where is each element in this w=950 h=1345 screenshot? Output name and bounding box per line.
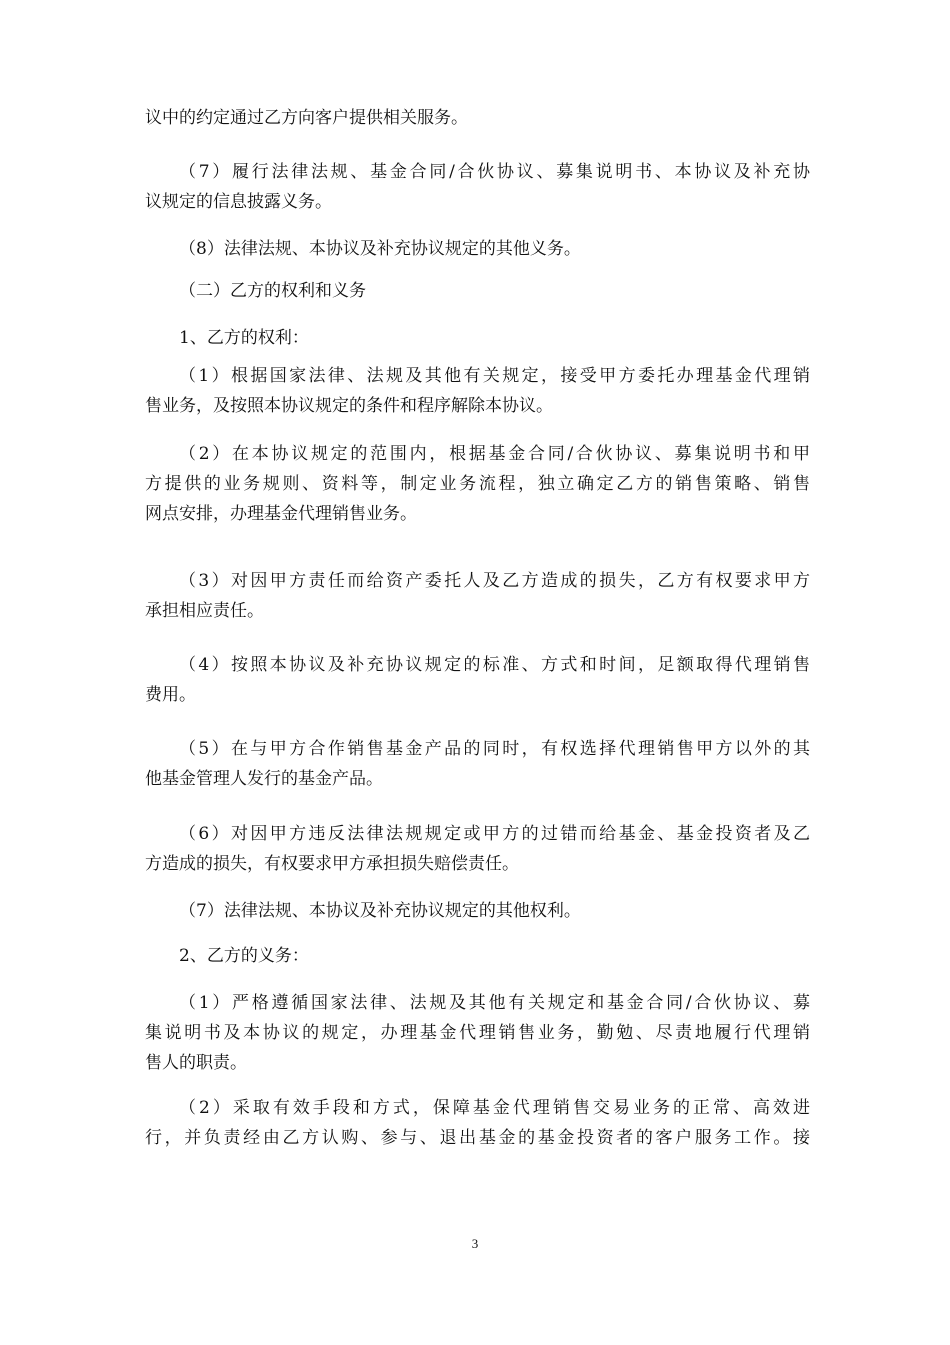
text-line: 网点安排，办理基金代理销售业务。 [145,504,417,524]
text-line: 1、乙方的权利： [179,328,309,348]
text-line: 方提供的业务规则、资料等，制定业务流程，独立确定乙方的销售策略、销售 [145,474,810,494]
text-line: 2、乙方的义务： [179,946,309,966]
text-line: 承担相应责任。 [145,601,264,621]
text-line: （5）在与甲方合作销售基金产品的同时，有权选择代理销售甲方以外的其 [179,739,810,759]
text-line: （2）在本协议规定的范围内，根据基金合同/合伙协议、募集说明书和甲 [179,444,810,464]
text-line: （7）履行法律法规、基金合同/合伙协议、募集说明书、本协议及补充协 [179,162,810,182]
text-line: （3）对因甲方责任而给资产委托人及乙方造成的损失，乙方有权要求甲方 [179,571,810,591]
text-line: 他基金管理人发行的基金产品。 [145,769,383,789]
text-line: 行，并负责经由乙方认购、参与、退出基金的基金投资者的客户服务工作。接 [145,1128,810,1148]
text-line: 议中的约定通过乙方向客户提供相关服务。 [145,108,468,128]
text-line: 集说明书及本协议的规定，办理基金代理销售业务，勤勉、尽责地履行代理销 [145,1023,810,1043]
text-line: （2）采取有效手段和方式，保障基金代理销售交易业务的正常、高效进 [179,1098,810,1118]
text-line: （二）乙方的权利和义务 [179,281,366,301]
text-line: （4）按照本协议及补充协议规定的标准、方式和时间，足额取得代理销售 [179,655,810,675]
text-line: （1）根据国家法律、法规及其他有关规定，接受甲方委托办理基金代理销 [179,366,810,386]
text-line: 方造成的损失，有权要求甲方承担损失赔偿责任。 [145,854,519,874]
text-line: （6）对因甲方违反法律法规规定或甲方的过错而给基金、基金投资者及乙 [179,824,810,844]
text-line: （1）严格遵循国家法律、法规及其他有关规定和基金合同/合伙协议、募 [179,993,810,1013]
text-line: 议规定的信息披露义务。 [145,192,332,212]
text-line: （8）法律法规、本协议及补充协议规定的其他义务。 [179,239,581,259]
page-number: 3 [471,1236,479,1251]
text-line: 费用。 [145,685,196,705]
text-line: （7）法律法规、本协议及补充协议规定的其他权利。 [179,901,581,921]
text-line: 售业务，及按照本协议规定的条件和程序解除本协议。 [145,396,553,416]
text-line: 售人的职责。 [145,1053,247,1073]
